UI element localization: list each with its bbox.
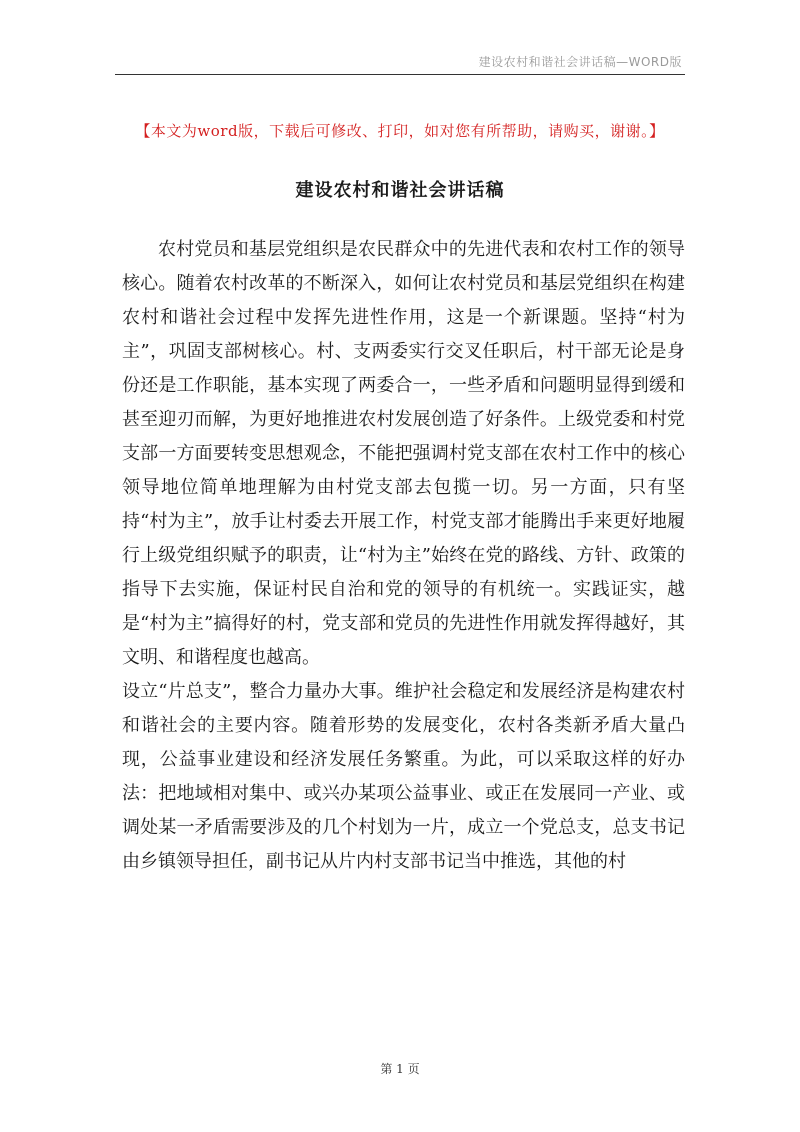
- page-number: 第 1 页: [380, 1062, 420, 1076]
- paragraph-2: 设立“片总支”，整合力量办大事。维护社会稳定和发展经济是构建农村和谐社会的主要内容。随着形势的发展变化，农村各类新矛盾大量凸现，公益事业建设和经济发展任务繁重。为此，可以采取这样的好办法：把地域相对集中、或兴办某项公益事业、或正在发展同一产业、或调处某一矛盾需要涉及的几个村划为一片，成立一个党总支，总支书记由乡镇领导担任，副书记从片内村支部书记当中推选，其他的村: [122, 681, 685, 872]
- document-body: [122, 233, 685, 879]
- purchase-notice: 【本文为word版，下载后可修改、打印，如对您有所帮助，请购买，谢谢。】: [135, 122, 665, 140]
- document-title: 建设农村和谐社会讲话稿: [295, 180, 505, 201]
- header-divider: [115, 74, 685, 75]
- paragraph-1: 农村党员和基层党组织是农民群众中的先进代表和农村工作的领导核心。随着农村改革的不断深入，如何让农村党员和基层党组织在构建农村和谐社会过程中发挥先进性作用，这是一个新课题。坚持“村为主”，巩固支部树核心。村、支两委实行交叉任职后，村干部无论是身份还是工作职能，基本实现了两委合一，一些矛盾和问题明显得到缓和甚至迎刃而解，为更好地推进农村发展创造了好条件。上级党委和村党支部一方面要转变思想观念，不能把强调村党支部在农村工作中的核心领导地位简单地理解为由村党支部去包揽一切。另一方面，只有坚持“村为主”，放手让村委去开展工作，村党支部才能腾出手来更好地履行上级党组织赋予的职责，让“村为主”始终在党的路线、方针、政策的指导下去实施，保证村民自治和党的领导的有机统一。实践证实，越是“村为主”搞得好的村，党支部和党员的先进性作用就发挥得越好，其文明、和谐程度也越高。: [122, 239, 685, 668]
- running-header: 建设农村和谐社会讲话稿—WORD版: [478, 55, 682, 69]
